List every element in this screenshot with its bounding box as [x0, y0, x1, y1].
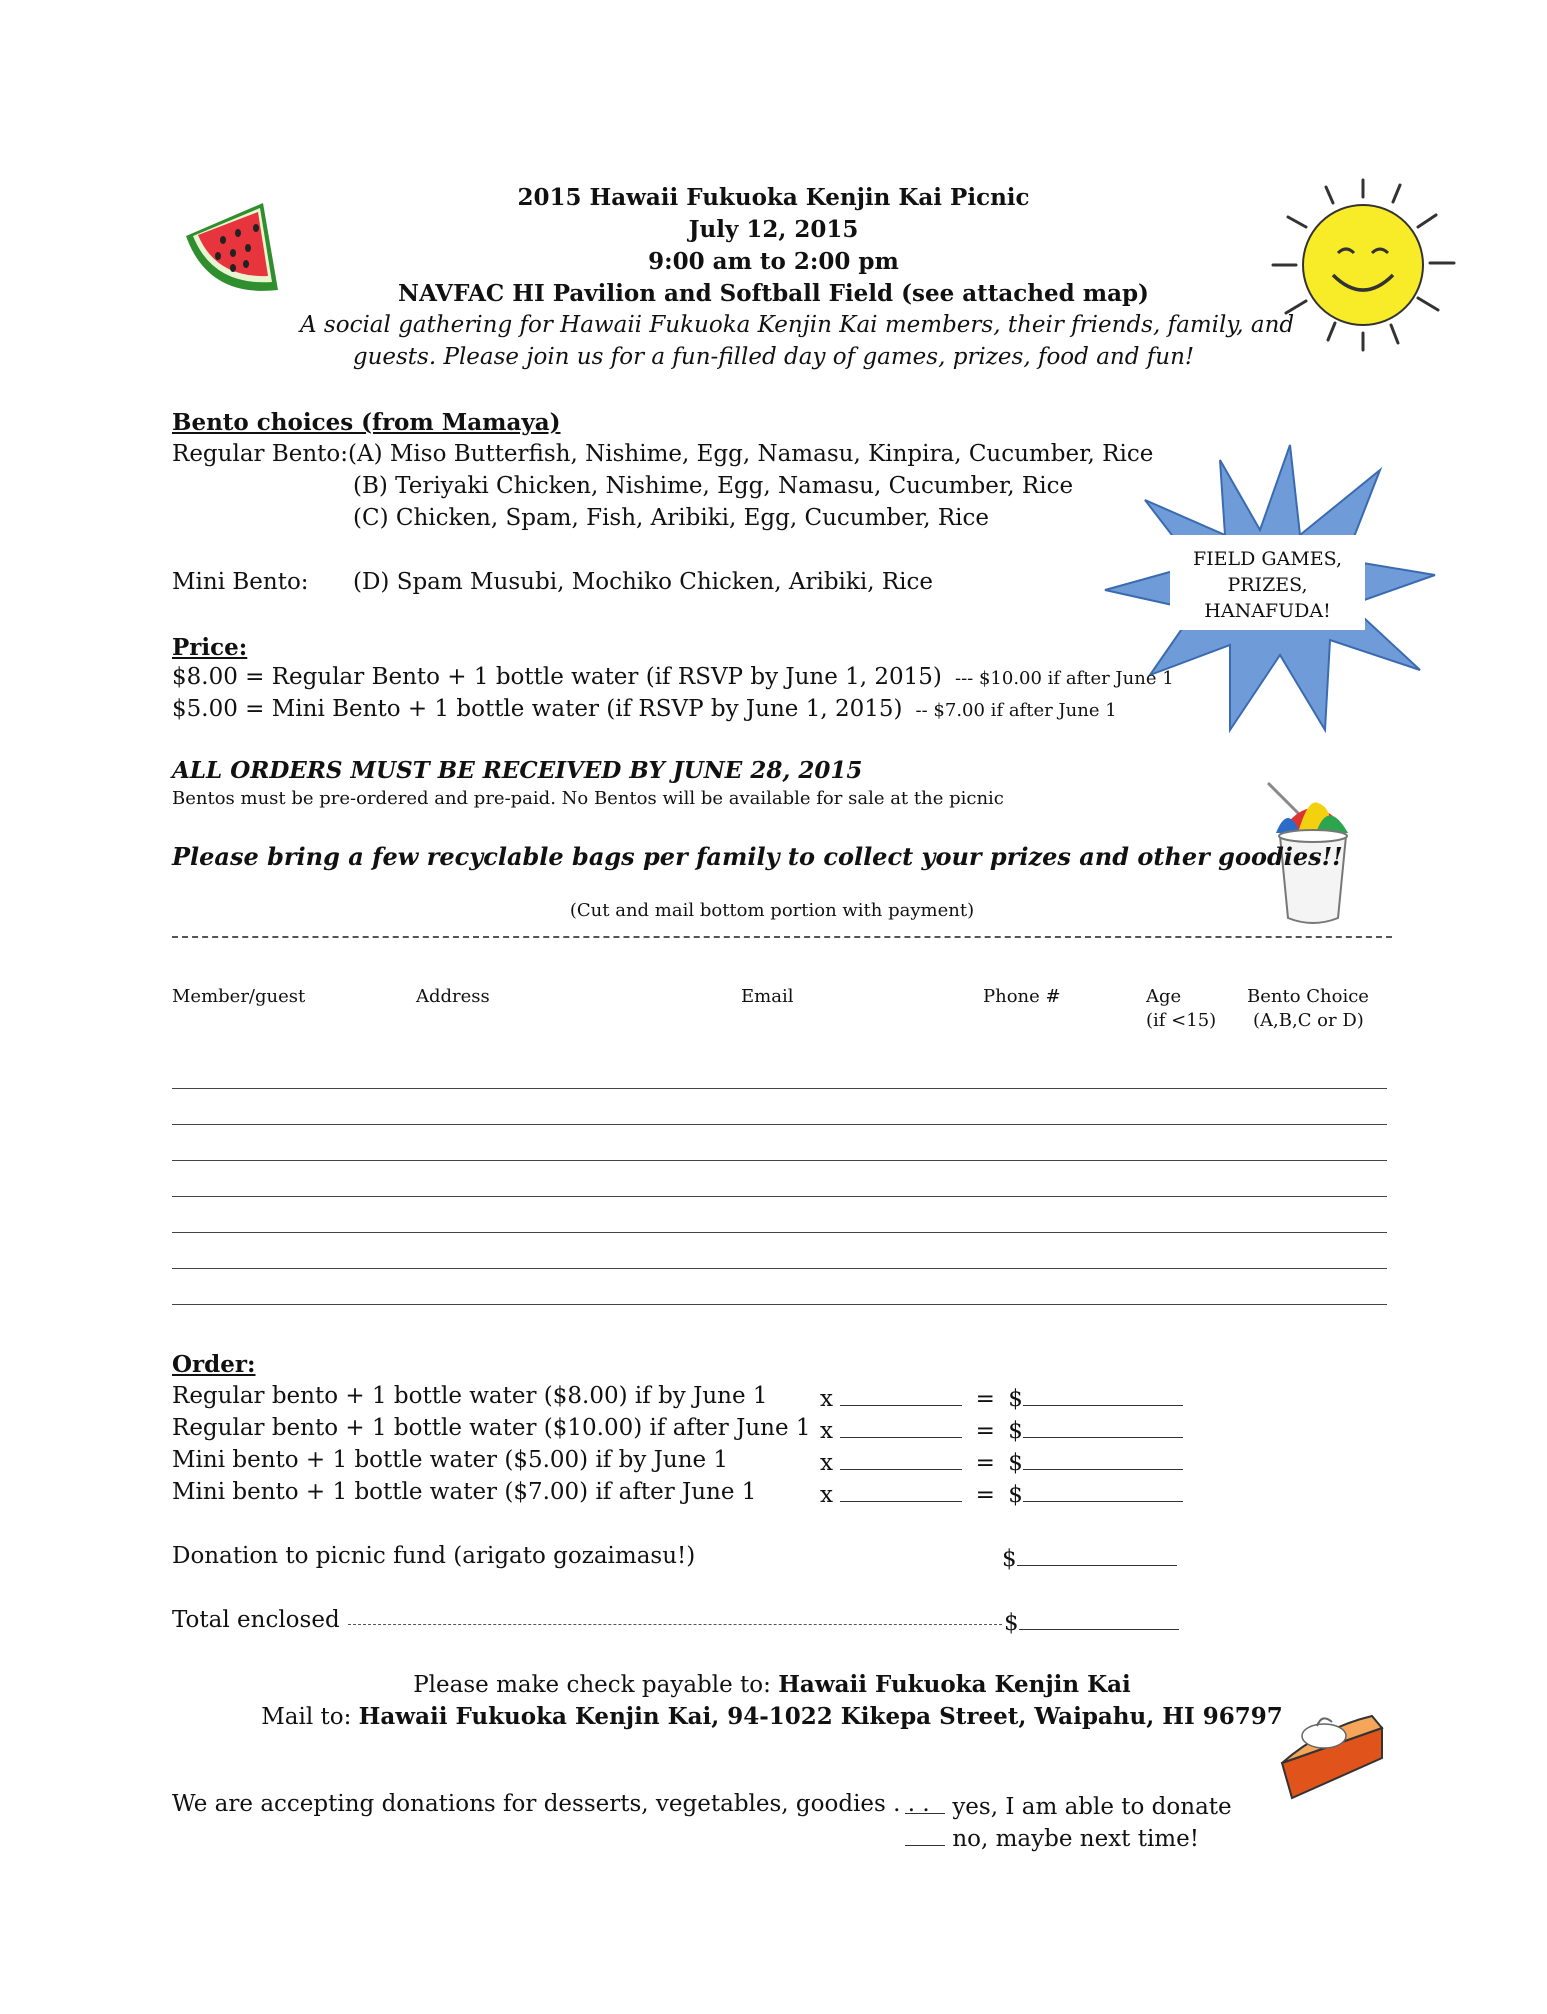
col-phone: Phone #	[983, 986, 1061, 1007]
quantity-field-2[interactable]	[840, 1415, 962, 1438]
event-description-1: A social gathering for Hawaii Fukuoka Kenjin Kai members, their friends, family, and	[300, 312, 1295, 338]
order-item-2: Regular bento + 1 bottle water ($10.00) if after June 1	[172, 1415, 811, 1441]
eq-label: =	[975, 1450, 995, 1476]
amount-field-2[interactable]	[1023, 1415, 1183, 1438]
price-heading: Price:	[172, 634, 248, 661]
event-location: NAVFAC HI Pavilion and Softball Field (see attached map)	[398, 280, 1149, 307]
total-amount-field[interactable]	[1019, 1607, 1179, 1630]
bento-option-b: (B) Teriyaki Chicken, Nishime, Egg, Namasu, Cucumber, Rice	[353, 473, 1074, 499]
price-regular-after: --- $10.00 if after June 1	[955, 668, 1174, 689]
event-date: July 12, 2015	[688, 216, 859, 243]
event-title: 2015 Hawaii Fukuoka Kenjin Kai Picnic	[517, 184, 1030, 211]
col-bento-sub: (A,B,C or D)	[1253, 1010, 1364, 1031]
bags-notice: Please bring a few recyclable bags per family to collect your prizes and other goodies!!	[172, 842, 1343, 871]
bento-option-a: (A) Miso Butterfish, Nishime, Egg, Namasu, Kinpira, Cucumber, Rice	[348, 441, 1154, 467]
event-time: 9:00 am to 2:00 pm	[648, 248, 899, 275]
payable-line	[172, 1671, 1372, 1700]
event-description-2: guests. Please join us for a fun-filled day of games, prizes, food and fun!	[352, 344, 1195, 370]
donation-label: Donation to picnic fund (arigato gozaimasu!)	[172, 1543, 696, 1569]
dollar-label: $	[1008, 1418, 1023, 1444]
watermelon-icon	[178, 198, 293, 303]
mini-bento-label: Mini Bento:	[172, 569, 309, 595]
amount-field-3[interactable]	[1023, 1447, 1183, 1470]
payable-name: Hawaii Fukuoka Kenjin Kai	[778, 1671, 1131, 1698]
burst-text-2: PRIZES,	[1227, 574, 1308, 596]
donate-yes-field[interactable]	[905, 1791, 945, 1814]
order-item-1: Regular bento + 1 bottle water ($8.00) if by June 1	[172, 1383, 768, 1409]
burst-text-3: HANAFUDA!	[1204, 600, 1331, 622]
table-row[interactable]	[172, 1304, 1387, 1305]
burst-text-1: FIELD GAMES,	[1192, 548, 1343, 570]
dollar-label: $	[1008, 1386, 1023, 1412]
eq-label: =	[975, 1386, 995, 1412]
order-heading: Order:	[172, 1351, 256, 1378]
quantity-field-4[interactable]	[840, 1479, 962, 1502]
col-age-sub: (if <15)	[1146, 1010, 1217, 1031]
donate-no-label: no, maybe next time!	[952, 1826, 1199, 1852]
total-label: Total enclosed	[172, 1607, 340, 1633]
table-row[interactable]	[172, 1160, 1387, 1161]
price-regular: $8.00 = Regular Bento + 1 bottle water (if RSVP by June 1, 2015)	[172, 664, 942, 690]
col-bento: Bento Choice	[1247, 986, 1369, 1007]
donate-yes-label: yes, I am able to donate	[952, 1794, 1232, 1820]
dollar-label: $	[1002, 1546, 1017, 1572]
col-email: Email	[741, 986, 794, 1007]
regular-bento-label: Regular Bento:	[172, 441, 349, 467]
quantity-field-1[interactable]	[840, 1383, 962, 1406]
price-mini-after: -- $7.00 if after June 1	[915, 700, 1117, 721]
bento-option-c: (C) Chicken, Spam, Fish, Aribiki, Egg, Cucumber, Rice	[353, 505, 989, 531]
price-mini: $5.00 = Mini Bento + 1 bottle water (if RSVP by June 1, 2015)	[172, 696, 903, 722]
col-address: Address	[416, 986, 490, 1007]
x-label: x	[820, 1386, 833, 1412]
table-row[interactable]	[172, 1268, 1387, 1269]
cut-line	[172, 936, 1392, 938]
col-age: Age	[1146, 986, 1182, 1007]
eq-label: =	[975, 1482, 995, 1508]
mail-address: Hawaii Fukuoka Kenjin Kai, 94-1022 Kikepa Street, Waipahu, HI 96797	[358, 1703, 1283, 1730]
dollar-label: $	[1004, 1610, 1019, 1636]
col-member: Member/guest	[172, 986, 306, 1007]
order-deadline: ALL ORDERS MUST BE RECEIVED BY JUNE 28, 2015	[172, 757, 863, 784]
quantity-field-3[interactable]	[840, 1447, 962, 1470]
x-label: x	[820, 1418, 833, 1444]
order-item-3: Mini bento + 1 bottle water ($5.00) if by June 1	[172, 1447, 729, 1473]
donations-text: We are accepting donations for desserts, vegetables, goodies . . .	[172, 1791, 930, 1817]
donate-no-field[interactable]	[905, 1823, 945, 1846]
cut-instruction: (Cut and mail bottom portion with payment)	[569, 900, 975, 921]
payable-prefix: Please make check payable to:	[413, 1672, 771, 1698]
amount-field-4[interactable]	[1023, 1479, 1183, 1502]
dollar-label: $	[1008, 1482, 1023, 1508]
table-row[interactable]	[172, 1232, 1387, 1233]
dollar-label: $	[1008, 1450, 1023, 1476]
order-item-4: Mini bento + 1 bottle water ($7.00) if after June 1	[172, 1479, 757, 1505]
donation-amount-field[interactable]	[1017, 1543, 1177, 1566]
bento-heading: Bento choices (from Mamaya)	[172, 409, 561, 436]
x-label: x	[820, 1482, 833, 1508]
preorder-notice: Bentos must be pre-ordered and pre-paid. No Bentos will be available for sale at the picnic	[172, 788, 1004, 809]
table-row[interactable]	[172, 1088, 1387, 1089]
amount-field-1[interactable]	[1023, 1383, 1183, 1406]
bento-option-d: (D) Spam Musubi, Mochiko Chicken, Aribiki, Rice	[353, 569, 933, 595]
table-row[interactable]	[172, 1196, 1387, 1197]
x-label: x	[820, 1450, 833, 1476]
total-leader	[348, 1624, 1002, 1625]
mail-prefix: Mail to:	[261, 1704, 352, 1730]
table-row[interactable]	[172, 1124, 1387, 1125]
eq-label: =	[975, 1418, 995, 1444]
mail-line	[172, 1703, 1372, 1732]
